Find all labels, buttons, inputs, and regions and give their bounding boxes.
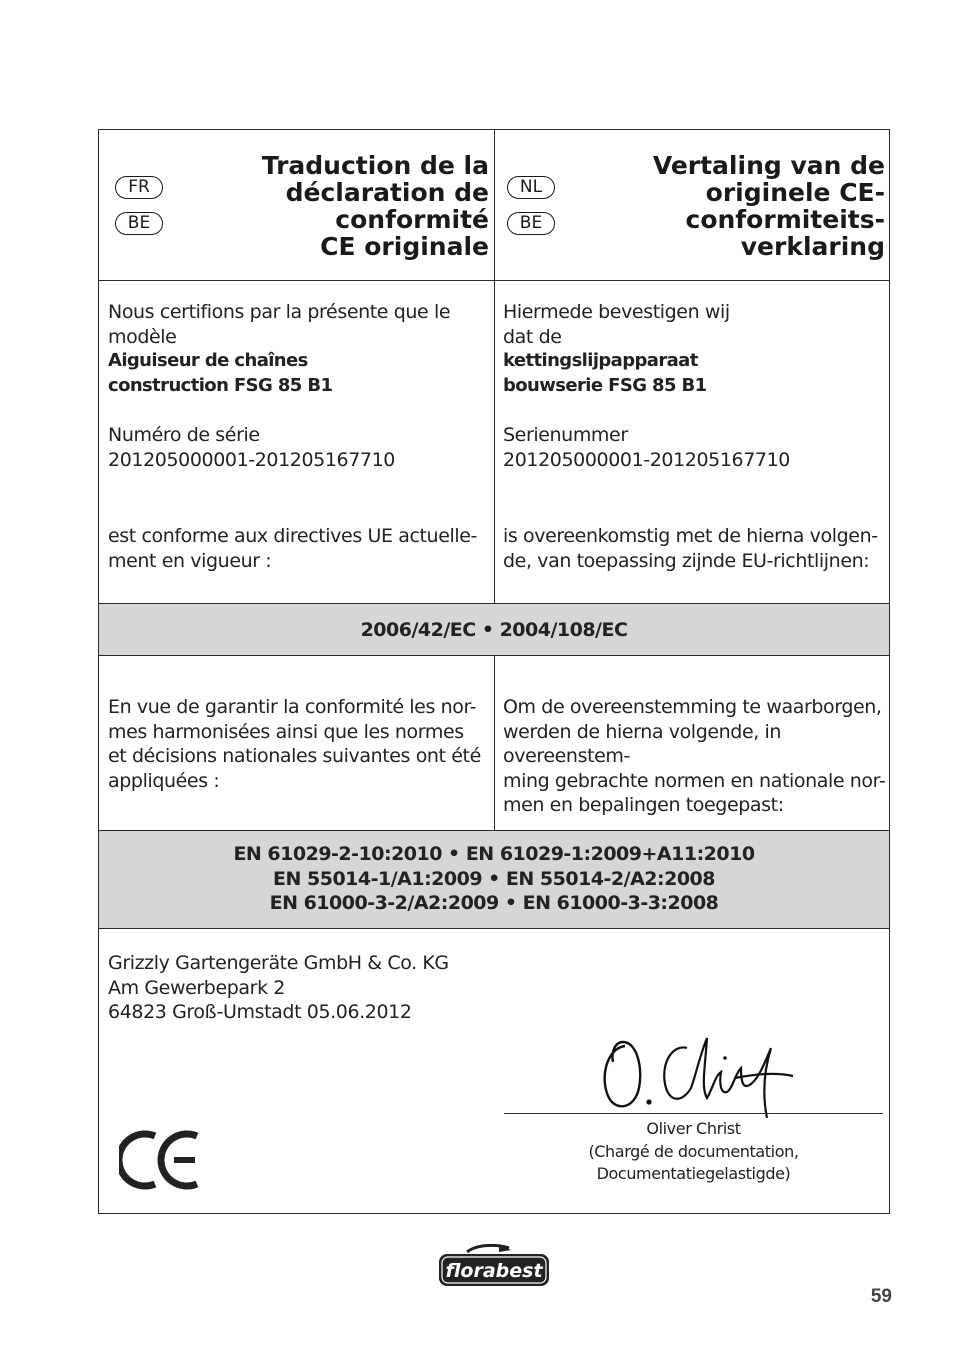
certify-text-fr: Nous certifions par la présente que le modèle <box>108 301 451 348</box>
language-badge-fr: FR <box>115 176 163 199</box>
signatory-role: (Chargé de documentation, <box>588 1142 799 1161</box>
column-divider <box>494 655 495 830</box>
directives-list: 2006/42/EC • 2004/108/EC <box>360 619 628 641</box>
standards-intro-fr: En vue de garantir la conformité les nor- mes harmonisées ainsi que les normes et décisions nationales suivantes ont été appliquées : <box>108 696 481 792</box>
standards-line: EN 61000-3-2/A2:2009 • EN 61000-3-3:2008 <box>269 892 719 914</box>
company-name: Grizzly Gartengeräte GmbH & Co. KG <box>108 952 449 974</box>
language-badge-be: BE <box>115 212 163 235</box>
row-divider <box>99 603 889 604</box>
product-fr: Aiguiseur de chaînes construction FSG 85 B1 <box>108 350 333 396</box>
column-divider <box>494 130 495 603</box>
conformity-text-fr: est conforme aux directives UE actuelle- ment en vigueur : <box>108 525 477 572</box>
serial-label-fr: Numéro de série <box>108 424 260 446</box>
svg-text:florabest: florabest <box>445 1260 543 1282</box>
language-badge-nl: NL <box>507 176 555 199</box>
signatory-role: Documentatiegelastigde) <box>596 1164 791 1183</box>
ce-mark-icon <box>119 1128 203 1192</box>
product-nl: kettingslijpapparaat bouwserie FSG 85 B1 <box>503 350 707 396</box>
language-badge-be: BE <box>507 212 555 235</box>
serial-range-nl: 201205000001-201205167710 <box>503 449 790 471</box>
conformity-text-nl: is overeenkomstig met de hierna volgen- de, van toepassing zijnde EU-richtlijnen: <box>503 525 878 572</box>
signatory-name: Oliver Christ <box>646 1119 741 1138</box>
title-fr: Traduction de la déclaration de conformité CE originale <box>261 151 489 261</box>
row-divider <box>99 928 889 929</box>
company-city-date: 64823 Groß-Umstadt 05.06.2012 <box>108 1001 412 1023</box>
row-divider <box>99 830 889 831</box>
signature-line <box>504 1113 883 1114</box>
title-nl: Vertaling van de originele CE- conformiteits- verklaring <box>652 151 885 261</box>
certify-text-nl: Hiermede bevestigen wij dat de <box>503 301 730 348</box>
page-number: 59 <box>870 1286 892 1307</box>
serial-label-nl: Serienummer <box>503 424 628 446</box>
company-street: Am Gewerbepark 2 <box>108 977 285 999</box>
serial-range-fr: 201205000001-201205167710 <box>108 449 395 471</box>
florabest-logo <box>437 1244 551 1288</box>
standards-line: EN 55014-1/A1:2009 • EN 55014-2/A2:2008 <box>273 868 715 890</box>
signature <box>595 1028 795 1124</box>
standards-line: EN 61029-2-10:2010 • EN 61029-1:2009+A11:2010 <box>233 843 755 865</box>
standards-intro-nl: Om de overeenstemming te waarborgen, werden de hierna volgende, in overeenstem- ming gebrachte normen en nationale nor- men en bepalingen toegepast: <box>503 696 886 816</box>
